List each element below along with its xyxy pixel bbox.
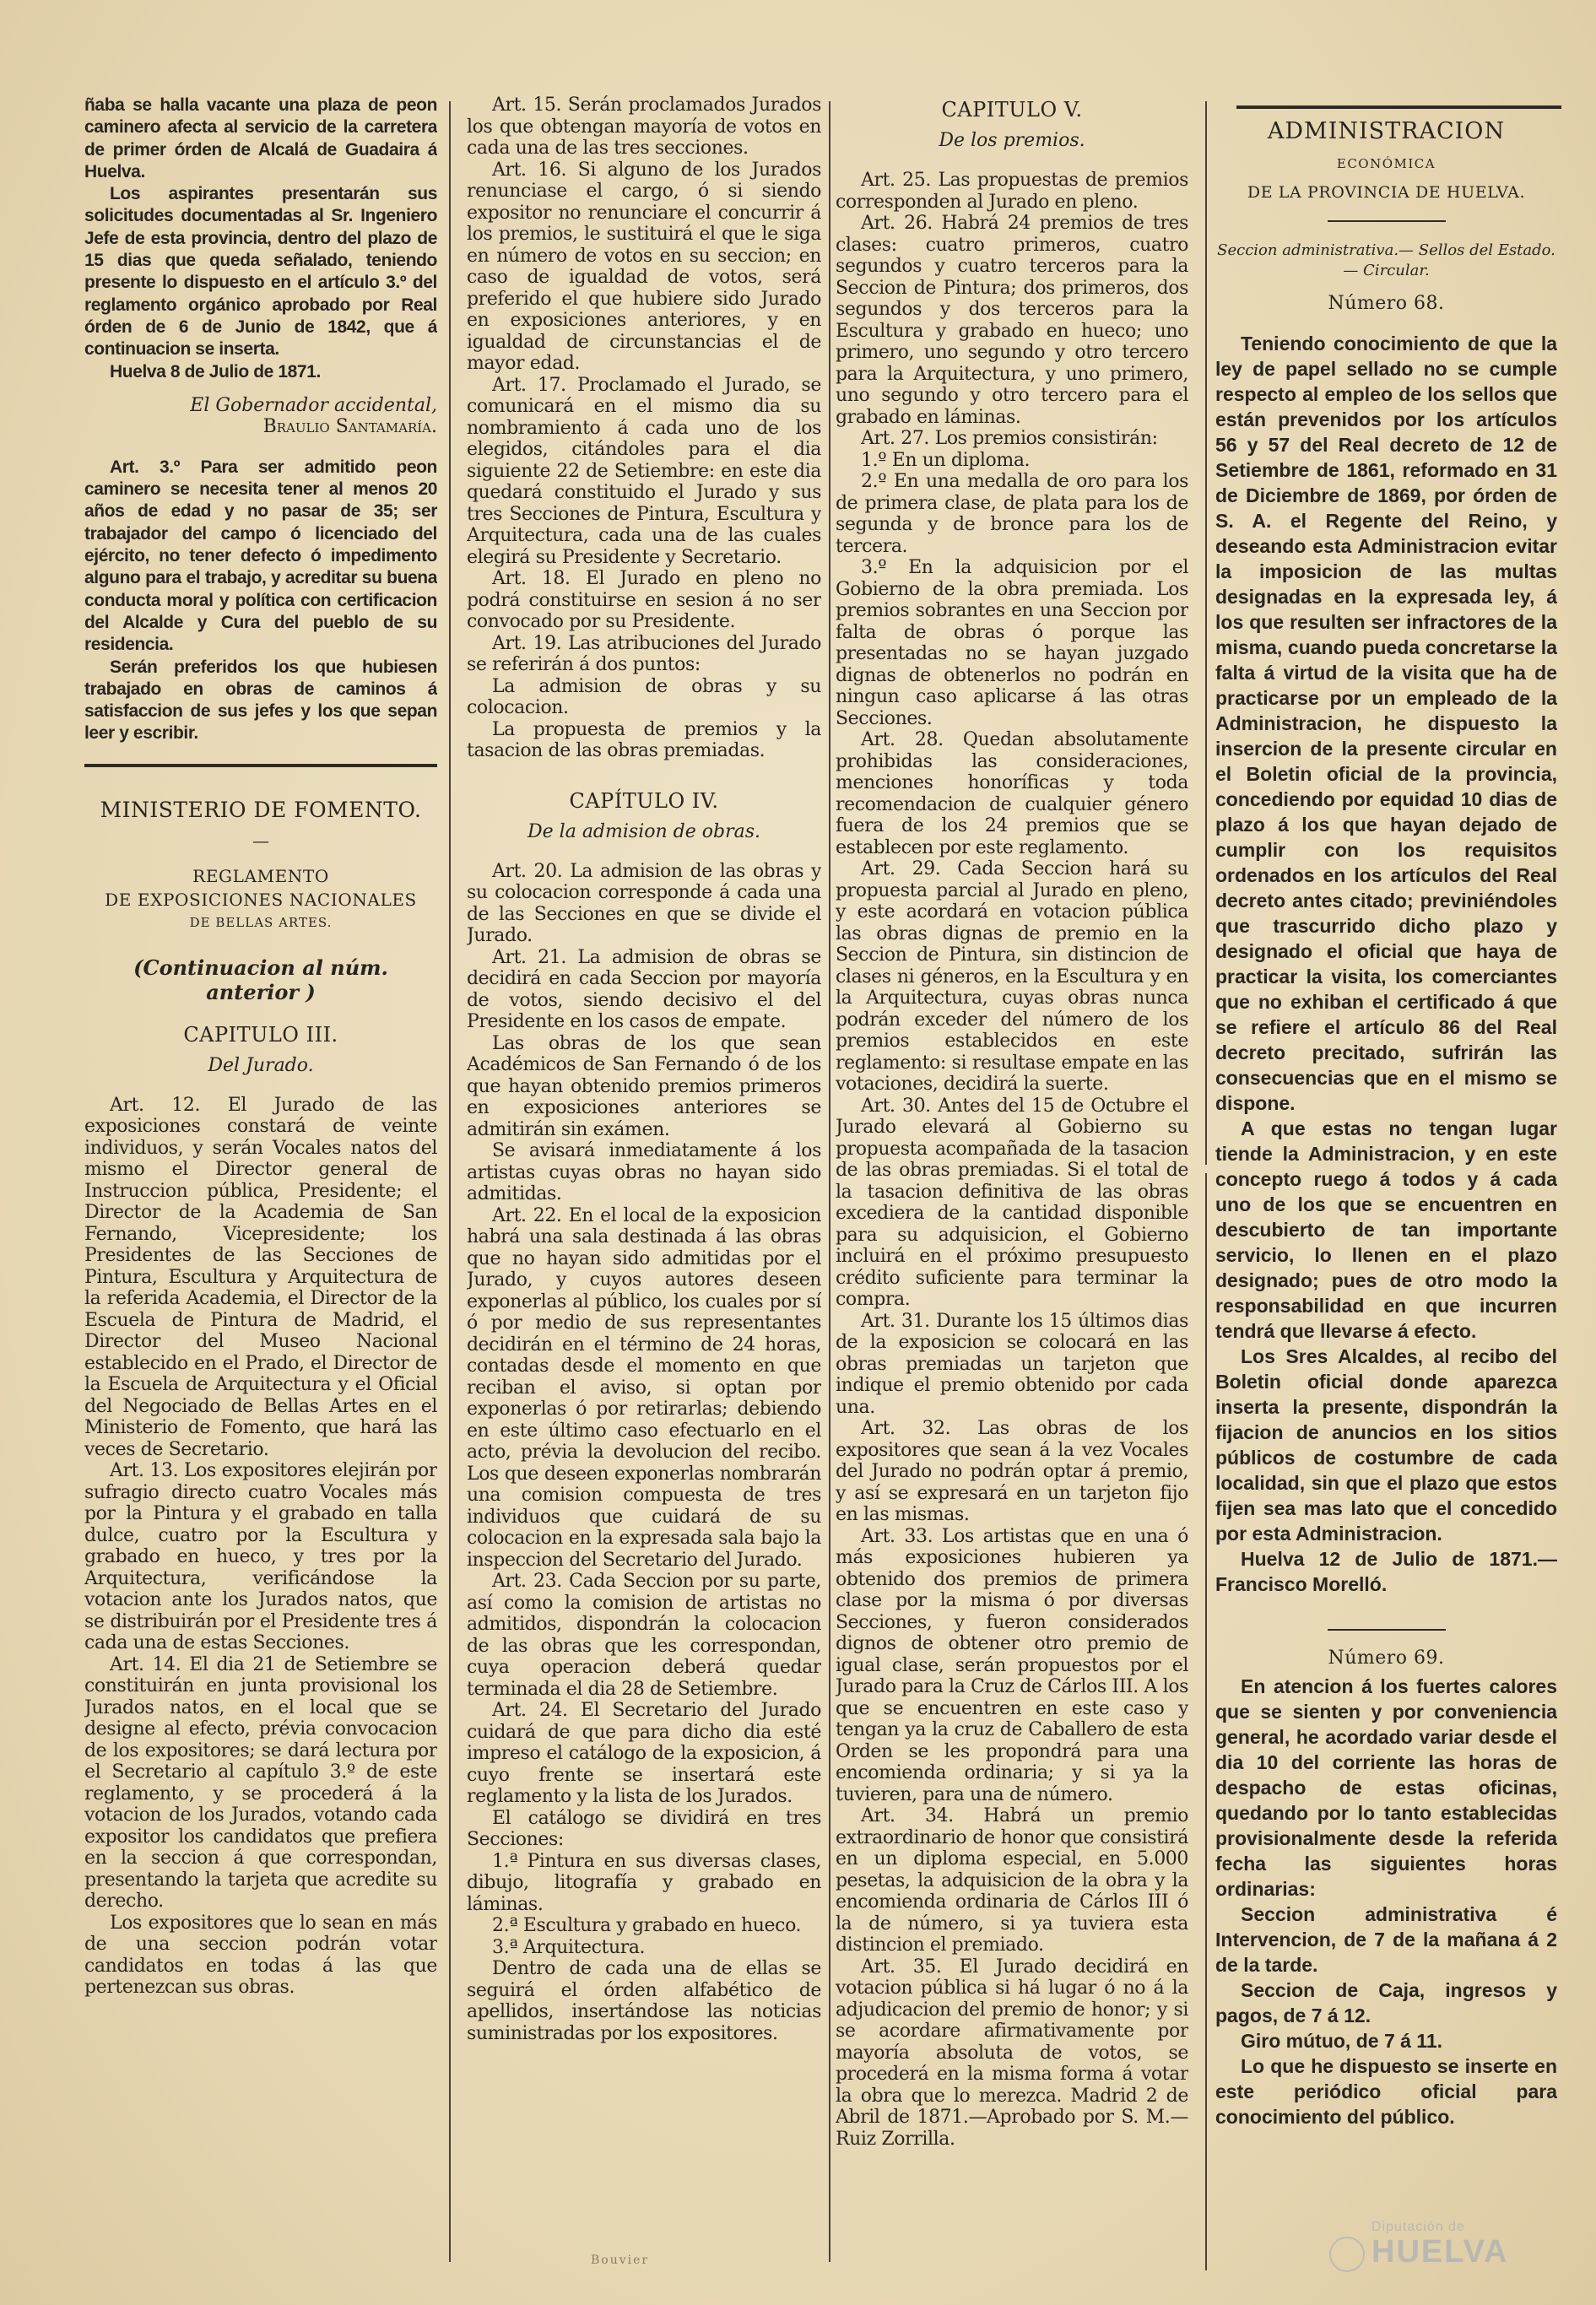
short-rule (1328, 1629, 1446, 1631)
heading-dash: — (252, 830, 269, 851)
column-divider (1205, 101, 1207, 1165)
paragraph: 1.º En un diploma. (861, 449, 1031, 471)
column-divider (829, 101, 830, 2262)
paragraph: La admision de obras y su colocacion. (467, 675, 821, 718)
column-divider (449, 101, 451, 2262)
paragraph: Art. 17. Proclamado el Jurado, se comunicará en el mismo dia su nombramiento á cada uno de los elegidos, citándoles para el dia siguiente 22 de Setiembre: en este dia quedará constituido el Jurado y sus tres Secciones de Pintura, Escultura y Arquitectura, cada una de las cuales elegirá su Presidente y Secretario. (467, 374, 821, 568)
chapter-heading: CAPITULO III. (183, 1022, 338, 1047)
ministry-heading: MINISTERIO DE FOMENTO. (100, 797, 422, 822)
paragraph: Huelva 8 de Julio de 1871. (110, 361, 321, 381)
paragraph: Art. 35. El Jurado decidirá en votacion pública si há lugar ó no á la adjudicacion del premio de honor; y si se acordare afirmativamente por mayoría absoluta de votos, se procederá en la misma forma á votar la obra que lo merezca. Madrid 2 de Abril de 1871.—Aprobado por S. M.—Ruiz Zorrilla. (836, 1956, 1188, 2150)
column-2 (467, 95, 821, 2044)
exposiciones-heading: DE EXPOSICIONES NACIONALES (105, 889, 417, 910)
column-3 (836, 95, 1188, 2150)
watermark (1371, 2220, 1509, 2269)
paragraph: Art. 31. Durante los 15 últimos dias de la exposicion se colocará en las obras premiadas un tarjeton que indique el premio obtenido por cada una. (836, 1310, 1188, 1418)
paragraph: Art. 19. Las atribuciones del Jurado se referirán á dos puntos: (467, 632, 821, 675)
paragraph: Los expositores que lo sean en más de una seccion podrán votar candidatos en todas á las que pertenezcan sus obras. (84, 1912, 437, 1999)
paragraph: Art. 23. Cada Seccion por su parte, así como la comision de artistas no admitidos, dispondrán la colocacion de las obras que les correspondan, cuya operacion deberá quedar terminada el dia 28 de Setiembre. (467, 1571, 821, 1700)
articles-body (467, 861, 821, 2045)
paragraph: Art. 18. El Jurado en pleno no podrá constituirse en sesion á no ser convocado por su Presidente. (467, 568, 821, 632)
paragraph: La propuesta de premios y la tasacion de las obras premiadas. (467, 718, 821, 761)
chapter-subtitle: De los premios. (939, 130, 1085, 151)
paragraph: Art. 25. Las propuestas de premios corresponden al Jurado en pleno. (836, 170, 1188, 213)
paragraph: 2.ª Escultura y grabado en hueco. (492, 1915, 802, 1936)
circular-69 (1215, 1674, 1557, 2129)
section-line: Seccion administrativa.— Sellos del Estado.— Circular. (1217, 241, 1555, 279)
number-heading: Número 69. (1328, 1648, 1445, 1669)
paragraph: Teniendo conocimiento de que la ley de papel sellado no se cumple respecto al empleo de los sellos que están prevenidos por los artículos 56 y 57 del Real decreto de 12 de Setiembre de 1861, reformado en 31 de Diciembre de 1869, por órden de S. A. el Regente del Reino, y deseando esta Administracion evitar la imposicion de las multas designadas en la expresada ley, á los que resulten ser infractores de la misma, cuando pueda concretarse la falta á virtud de la visita que ha de practicarse por un empleado de la Administracion, he dispuesto la insercion de la presente circular en el Boletin oficial de la provincia, concediendo por equidad 10 dias de plazo á los que hayan dejado de cumplir con los requisitos ordenados en los artículos del Real decreto antes citado; previniéndoles que trascurrido dicho plazo y designado el oficial que haya de practicar la visita, los comerciantes que no exhiban el certificado á que se refiere el artículo 86 del Real decreto precitado, sufrirán las consecuencias que en el mismo se dispone. (1215, 333, 1557, 1114)
paragraph: Art. 28. Quedan absolutamente prohibidas las consideraciones, menciones honoríficas y toda recomendacion de cualquier género fuera de los 24 premios que se establecen por este reglamento. (836, 729, 1188, 858)
paragraph: Seccion administrativa é Intervencion, de 7 de la mañana á 2 de la tarde. (1215, 1903, 1557, 1976)
paragraph: Art. 13. Los expositores elejirán por sufragio directo cuatro Vocales más por la Pintura y el grabado en talla dulce, cuatro por la Escultura y grabado en hueco, y tres por la Arquitectura, verificándose la votacion ante los Jurados natos, que se distribuirán por el Presidente tres á cada una de estas Secciones. (84, 1460, 437, 1654)
paragraph: Art. 15. Serán proclamados Jurados los que obtengan mayoría de votos en cada una de las tres secciones. (467, 95, 821, 159)
paragraph: Las obras de los que sean Académicos de San Fernando ó de los que hayan obtenido premios primeros en exposiciones anteriores se admitirán sin exámen. (467, 1032, 821, 1140)
paragraph: Art. 20. La admision de las obras y su colocacion corresponde á cada una de las Secciones en que se divide el Jurado. (467, 860, 821, 946)
paragraph: Giro mútuo, de 7 á 11. (1241, 2030, 1443, 2052)
paragraph: Art. 22. En el local de la exposicion habrá una sala destinada á las obras que no hayan sido admitidas por el Jurado, y cuyos autores deseen exponerlas al público, los cuales por sí ó por medio de sus representantes decidirán en el término de 24 horas, contadas desde el momento en que reciban el aviso, si optan por exponerlas ó por retirarlas; debiendo en este último caso efectuarlo en el acto, prévia la devolucion del recibo. Los que deseen exponerlas nombrarán una comision compuesta de tres individuos que cuidará de su colocacion en la expresada sala bajo la inspeccion del Secretario del Jurado. (467, 1204, 821, 1571)
paragraph: Art. 12. El Jurado de las exposiciones constará de veinte individuos, y serán Vocales natos del mismo el Director general de Instruccion pública, Presidente; el Director de la Academia de San Fernando, Vicepresidente; los Presidentes de las Secciones de Pintura, Escultura y Arquitectura de la referida Academia, el Director de la Escuela de Pintura de Madrid, el Director del Museo Nacional establecido en el Prado, el Director de la Escuela de Arquitectura y el Oficial del Negociado de Bellas Artes en el Ministerio de Fomento, que hará las veces de Secretario. (84, 1094, 437, 1460)
administration-heading: ADMINISTRACION (1267, 118, 1506, 144)
paragraph: 3.º En la adquisicion por el Gobierno de la obra premiada. Los premios sobrantes en una Seccion por falta de obras ó porque las presentadas no se hayan juzgado dignas de obtenerlos no podrán en ningun caso aplicarse á las otras Secciones. (836, 557, 1188, 729)
paragraph: Seccion de Caja, ingresos y pagos, de 7 á 12. (1215, 1979, 1557, 2026)
chapter-heading: CAPITULO V. (941, 98, 1083, 122)
province-heading: DE LA PROVINCIA DE HUELVA. (1247, 183, 1526, 202)
paragraph: Lo que he dispuesto se inserte en este periódico oficial para conocimiento del público. (1215, 2055, 1557, 2128)
paragraph: A que estas no tengan lugar tiende la Administracion, y en este concepto ruego á todos y á cada uno de los que se encuentren en descubierto de tan importante servicio, lo llenen en el plazo designado; pues de otro modo la responsabilidad en que incurren tendrá que llevarse á efecto. (1215, 1117, 1557, 1342)
paragraph: En atencion á los fuertes calores que se sienten y por conveniencia general, he acordado variar desde el dia 10 del corriente las horas de despacho de estas oficinas, quedando por lo tanto establecidas provisionalmente desde la referida fecha las siguientes horas ordinarias: (1215, 1675, 1557, 1900)
paragraph: Art. 21. La admision de obras se decidirá en cada Seccion por mayoría de votos, siendo decisivo el del Presidente en los casos de empate. (467, 946, 821, 1032)
vacancy-notice (84, 95, 437, 383)
chapter-subtitle: De la admision de obras. (527, 820, 760, 842)
short-rule (1328, 220, 1446, 222)
paragraph: Art. 16. Si alguno de los Jurados renunciase el cargo, ó si siendo expositor no renunciare el concurrir á los premios, le sustituirá el que le siga en número de votos en su seccion; en caso de igualdad de votos, será preferido el que hubiere sido Jurado en exposiciones anteriores, y en igualdad de circunstancias el de mayor edad. (467, 159, 821, 374)
paragraph: Art. 26. Habrá 24 premios de tres clases: cuatro primeros, cuatro segundos y cuatro terceros para la Seccion de Pintura; dos primeros, dos segundos y dos terceros para la Escultura y grabado en hueco; uno primero, uno segundo y otro tercero para la Arquitectura, y uno primero, uno segundo y otro tercero para el grabado en láminas. (836, 213, 1188, 428)
paragraph: El catálogo se dividirá en tres Secciones: (467, 1807, 821, 1850)
paragraph: ñaba se halla vacante una plaza de peon caminero afecta al servicio de la carretera de primer órden de Alcalá de Guadaira á Huelva. (84, 95, 437, 181)
paragraph: Serán preferidos los que hubiesen trabajado en obras de caminos á satisfaccion de sus jefes y los que sepan leer y escribir. (84, 657, 437, 744)
circular-68 (1215, 331, 1557, 1597)
paragraph: Art. 29. Cada Seccion hará su propuesta parcial al Jurado en pleno, y este acordará en votacion pública las obras dignas de premio en la Seccion de Pintura, sin distincion de clases ni géneros, en la Escultura y en la Arquitectura, cuyas obras nunca podrán exceder del número de los premios establecidos en este reglamento: si resultase empate en las votaciones, decidirá la suerte. (836, 858, 1188, 1095)
paragraph: Los Sres Alcaldes, al recibo del Boletin oficial donde aparezca inserta la presente, dispondrán la fijacion de anuncios en los sitios públicos de costumbre de cada localidad, sin que el plazo que estos fijen sea mas lato que el concedido por esta Administracion. (1215, 1345, 1557, 1545)
column-divider (1205, 1173, 1207, 2270)
signature-name: Braulio Santamaría. (262, 416, 437, 438)
paragraph: Art. 30. Antes del 15 de Octubre el Jurado elevará al Gobierno su propuesta acompañada de la tasacion de las obras premiadas. Si el total de la tasacion definitiva de las obras excediera de la cantidad disponible para su adquisicion, el Gobierno incluirá en el próximo presupuesto crédito suficiente para terminar la compra. (836, 1095, 1188, 1310)
paragraph: Dentro de cada una de ellas se seguirá el órden alfabético de apellidos, insertándose las noticias suministradas por los expositores. (467, 1958, 821, 2044)
bellas-artes-heading: DE BELLAS ARTES. (189, 914, 333, 930)
column-1 (84, 95, 437, 1999)
section-rule (84, 764, 437, 767)
paragraph: Art. 34. Habrá un premio extraordinario de honor que consistirá en un diploma especial, en 5.000 pesetas, la adquisicion de la obra y la encomienda ordinaria de Cárlos III ó la de número, si ya tuviera esta distincion el premiado. (836, 1805, 1188, 1956)
paragraph: Art. 27. Los premios consistirán: (861, 428, 1158, 449)
watermark-seal-icon (1329, 2237, 1365, 2272)
reglamento-heading: REGLAMENTO (192, 865, 329, 886)
paragraph: 2.º En una medalla de oro para los de primera clase, de plata para los de segunda y de bronce para los de tercera. (836, 471, 1188, 557)
watermark-line1: Diputación de (1371, 2220, 1465, 2234)
paragraph: Se avisará inmediatamente á los artistas cuyas obras no hayan sido admitidas. (467, 1140, 821, 1204)
paragraph: Huelva 12 de Julio de 1871.— Francisco Morelló. (1215, 1548, 1557, 1595)
chapter-heading: CAPÍTULO IV. (569, 788, 719, 813)
column-4 (1215, 95, 1557, 2129)
paragraph: Los aspirantes presentarán sus solicitudes documentadas al Sr. Ingeniero Jefe de esta provincia, dentro del plazo de 15 dias que queda señalado, teniendo presente lo dispuesto en el artículo 3.º del reglamento orgánico aprobado por Real órden de 6 de Junio de 1842, que á continuacion se inserta. (84, 184, 437, 360)
paragraph: Art. 14. El dia 21 de Setiembre se constituirán en junta provisional los Jurados natos, en el local que se designe al efecto, prévia convocacion de los expositores; se dará lectura por el Secretario al capítulo 3.º de este reglamento, y se procederá á la votacion de los Jurados, votando cada expositor los candidatos que prefiera en la seccion á que correspondan, presentando la tarjeta que acredite su derecho. (84, 1653, 437, 1913)
footer-mark: Bouvier (591, 2254, 650, 2267)
articles-body (836, 170, 1188, 2150)
paragraph: Art. 3.º Para ser admitido peon caminero se necesita tener al menos 20 años de edad y no pasar de 35; ser trabajador del campo ó licenciado del ejército, no tener defecto ó impedimento alguno para el trabajo, y acreditar su buena conducta moral y política con certificacion del Alcalde y Cura del pueblo de su residencia. (84, 457, 437, 655)
number-heading: Número 68. (1328, 293, 1445, 314)
signature-title: El Gobernador accidental, (190, 394, 437, 416)
paragraph: Art. 33. Los artistas que en una ó más exposiciones hubieren ya obtenido dos premios de primera clase por la misma ó por diversas Secciones, y fueron considerados dignos de obtener otro premio de igual clase, serán propuestos por el Jurado para la Cruz de Cárlos III. A los que se encuentren en este caso y tengan ya la cruz de Caballero de esta Orden se les propondrá para una encomienda ordinaria; y si ya la tuvieren, para una de número. (836, 1525, 1188, 1805)
paragraph: 1.ª Pintura en sus diversas clases, dibujo, litografía y grabado en láminas. (467, 1850, 821, 1915)
watermark-line2: HUELVA (1371, 2234, 1509, 2270)
articles-body (467, 95, 821, 762)
paragraph: Art. 24. El Secretario del Jurado cuidará de que para dicho dia esté impreso el catálogo de la exposicion, á cuyo frente se insertará este reglamento y la lista de los Jurados. (467, 1700, 821, 1807)
articles-body (84, 1095, 437, 1999)
article-3-notice (84, 457, 437, 745)
paragraph: 3.ª Arquitectura. (492, 1936, 646, 1958)
economica-heading: ECONÓMICA (1336, 156, 1436, 171)
continuation-note: (Continuacion al núm. anterior ) (133, 955, 388, 1004)
paragraph: Art. 32. Las obras de los expositores que sean á la vez Vocales del Jurado no podrán optar á premio, y así se expresará en un tarjeton fijo en las mismas. (836, 1418, 1188, 1525)
chapter-subtitle: Del Jurado. (208, 1054, 314, 1076)
